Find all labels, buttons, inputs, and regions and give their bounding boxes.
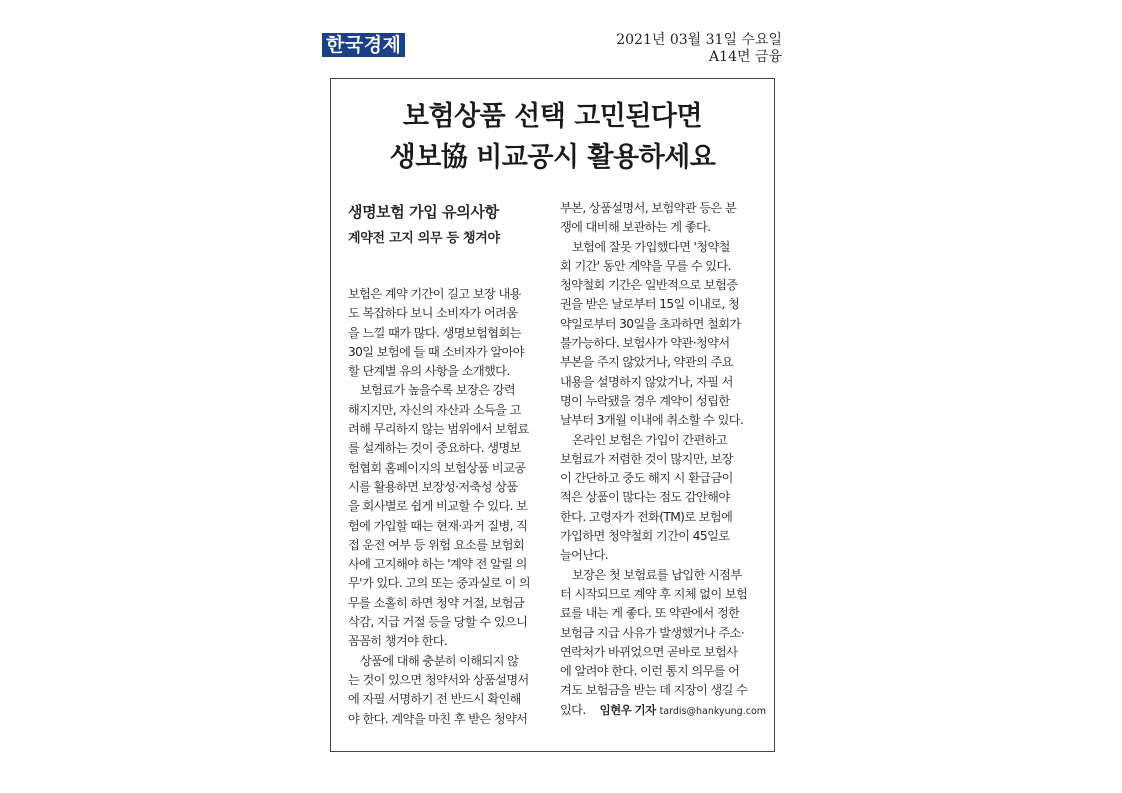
article-column-right [560, 199, 767, 720]
headline-line-2: 생보協 비교공시 활용하세요 [389, 142, 716, 173]
body-text-line: 청약철회 기간은 일반적으로 보험증 [560, 278, 738, 293]
body-text-line: 무'가 있다. 고의 또는 중과실로 이 의 [348, 576, 531, 591]
body-text-line: 적은 상품이 많다는 점도 감안해야 [560, 490, 730, 505]
body-text-line: 보험료가 높을수록 보장은 강력 [360, 383, 516, 398]
newspaper-masthead: 한국경제 [322, 33, 405, 57]
body-text-line: 한다. 고령자가 전화(TM)로 보험에 [560, 509, 733, 524]
body-text-line: 을 느낄 때가 많다. 생명보험협회는 [348, 325, 521, 340]
body-text-line: 부본을 주지 않았거나, 약관의 주요 [560, 355, 733, 370]
body-text-line: 에 자필 서명하기 전 반드시 확인해 [348, 692, 521, 707]
body-text-line: 쟁에 대비해 보관하는 게 좋다. [560, 220, 711, 235]
body-text-line: 야 한다. 계약을 마친 후 받은 청약서 [348, 711, 528, 726]
headline-line-1: 보험상품 선택 고민된다면 [402, 101, 703, 132]
body-text-line: 보험은 계약 기간이 길고 보장 내용 [348, 287, 521, 301]
body-text-line: 명이 누락됐을 경우 계약이 성립한 [560, 393, 730, 408]
body-text-line: 도 복잡하다 보니 소비자가 어려움 [348, 306, 518, 321]
article-headline [330, 96, 775, 178]
body-text-line: 을 회사별로 쉽게 비교할 수 있다. 보 [348, 499, 528, 514]
body-text-line: 료를 내는 게 좋다. 또 약관에서 정한 [560, 606, 740, 621]
body-text-line: 려해 무리하지 않는 범위에서 보험료 [348, 422, 529, 437]
closing-text: 있다. [560, 702, 586, 717]
body-text-line: 터 시작되므로 계약 후 지체 없이 보험 [560, 586, 748, 601]
body-text-line: 권을 받은 날로부터 15일 이내로, 청 [560, 297, 740, 312]
body-text-line: 회 기간' 동안 계약을 무를 수 있다. [560, 258, 731, 273]
body-text-line: 꼼꼼히 챙겨야 한다. [348, 634, 448, 649]
publish-date: 2021년 03월 31일 수요일 [616, 32, 782, 48]
body-text-line: 연락처가 바뀌었으면 곧바로 보험사 [560, 644, 738, 659]
body-text-line: 험에 가입할 때는 현재·과거 질병, 직 [348, 518, 528, 533]
body-text-line: 온라인 보험은 가입이 간편하고 [572, 432, 728, 447]
right-column-body [560, 199, 760, 701]
body-text-line: 해지지만, 자신의 자산과 소득을 고 [348, 402, 521, 417]
body-text-line: 삭감, 지급 거절 등을 당할 수 있으니 [348, 615, 528, 630]
body-text-line: 를 설계하는 것이 중요하다. 생명보 [348, 441, 521, 456]
page-section: A14면 금융 [709, 49, 782, 65]
body-text-line: 시를 활용하면 보장성·저축성 상품 [348, 479, 518, 494]
body-text-line: 는 것이 있으면 청약서와 상품설명서 [348, 672, 529, 687]
body-text-line: 할 단계별 유의 사항을 소개했다. [348, 364, 510, 379]
body-text-line: 보험료가 저렴한 것이 많지만, 보장 [560, 451, 733, 466]
body-text-line: 접 운전 여부 등 위험 요소를 보험회 [348, 537, 525, 552]
reporter-name: 임현우 기자 [599, 702, 656, 717]
body-text-line: 사에 고지해야 하는 '계약 전 알릴 의 [348, 557, 527, 572]
body-text-line: 내용을 설명하지 않았거나, 자필 서 [560, 374, 733, 389]
left-column-body [348, 285, 546, 729]
body-text-line: 무를 소홀히 하면 청약 거절, 보험금 [348, 595, 525, 610]
byline [560, 701, 767, 720]
body-text-line: 보장은 첫 보험료를 납입한 시점부 [572, 567, 742, 582]
body-text-line: 보험에 잘못 가입했다면 '청약철 [572, 239, 730, 254]
subheading-primary: 생명보험 가입 유의사항 [348, 203, 499, 221]
body-text-line: 험협회 홈페이지의 보험상품 비교공 [348, 460, 526, 475]
body-text-line: 상품에 대해 충분히 이해되지 않 [360, 653, 519, 668]
body-text-line: 약일로부터 30일을 초과하면 철회가 [560, 316, 741, 331]
body-text-line: 겨도 보험금을 받는 데 지장이 생길 수 [560, 683, 748, 698]
body-text-line: 30일 보험에 들 때 소비자가 알아야 [348, 344, 524, 359]
body-text-line: 날부터 3개월 이내에 취소할 수 있다. [560, 413, 744, 428]
body-text-line: 보험금 지급 사유가 발생했거나 주소· [560, 625, 744, 640]
reporter-email: tardis@hankyung.com [659, 705, 767, 717]
body-text-line: 에 알려야 한다. 이런 통지 의무를 어 [560, 664, 740, 679]
body-text-line: 이 간단하고 중도 해지 시 환급금이 [560, 471, 733, 486]
body-text-line: 불가능하다. 보험사가 약관·청약서 [560, 336, 730, 351]
article-column-left [348, 199, 546, 729]
body-text-line: 부본, 상품설명서, 보험약관 등은 분 [560, 201, 737, 215]
body-text-line: 가입하면 청약철회 기간이 45일로 [560, 529, 730, 544]
subheading-secondary: 계약전 고지 의무 등 챙겨야 [348, 231, 500, 246]
body-text-line: 늘어난다. [560, 548, 608, 563]
dateline [616, 32, 782, 66]
